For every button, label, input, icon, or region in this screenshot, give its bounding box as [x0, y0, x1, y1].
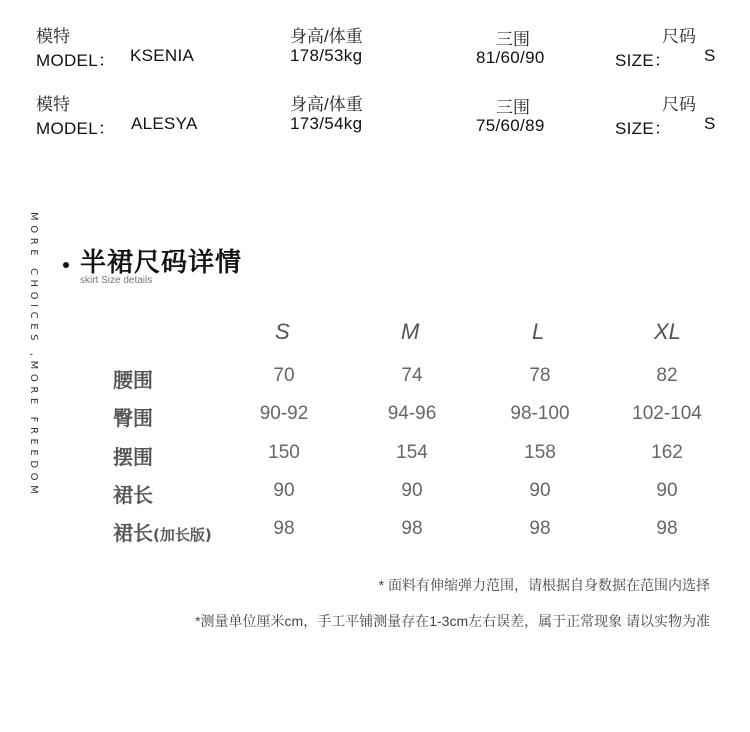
section-subtitle: skirt Size details [80, 275, 153, 286]
size-value: S [704, 46, 716, 65]
bullet-dot-icon [63, 262, 69, 268]
row-label: 臀围 [113, 406, 153, 430]
model-label-en: MODEL： [36, 51, 116, 70]
model-name: ALESYA [131, 114, 198, 133]
section-title: 半裙尺码详情 [80, 248, 243, 278]
model-label-en: MODEL： [36, 119, 116, 138]
size-header: M [401, 319, 420, 344]
measurements-value: 81/60/90 [476, 48, 545, 67]
size-key: SIZE： [615, 51, 672, 70]
table-cell: 98 [401, 518, 423, 539]
stretch-note: * 面料有伸缩弹力范围，请根据自身数据在范围内选择 [378, 577, 710, 593]
size-key: SIZE： [615, 119, 672, 138]
height-weight-value: 178/53kg [290, 46, 363, 65]
table-cell: 102-104 [632, 403, 702, 424]
table-cell: 98 [273, 518, 295, 539]
table-cell: 90 [401, 480, 423, 501]
row-label: 腰围 [113, 368, 153, 392]
model-label-cn: 模特 [36, 27, 70, 46]
measurements-value: 75/60/89 [476, 116, 545, 135]
table-cell: 90-92 [259, 403, 309, 424]
table-cell: 90 [656, 480, 678, 501]
height-weight-label: 身高/体重 [290, 95, 363, 114]
measurements-label: 三围 [496, 98, 530, 117]
size-header: L [532, 319, 545, 344]
size-label-cn: 尺码 [662, 27, 696, 46]
side-slogan: MORE CHOICES ,MORE FREEDOM [28, 212, 39, 499]
height-weight-value: 173/54kg [290, 114, 363, 133]
measurements-label: 三围 [496, 30, 530, 49]
measurement-note: *测量单位厘米cm，手工平铺测量存在1-3cm左右误差，属于正常现象 请以实物为准 [195, 613, 710, 629]
model-label-cn: 模特 [36, 95, 70, 114]
table-cell: 94-96 [387, 403, 437, 424]
table-cell: 154 [396, 442, 428, 463]
table-cell: 98-100 [510, 403, 570, 424]
size-header: XL [654, 319, 681, 344]
table-cell: 98 [656, 518, 678, 539]
table-cell: 90 [529, 480, 551, 501]
table-cell: 82 [656, 365, 678, 386]
size-header: S [275, 319, 290, 344]
height-weight-label: 身高/体重 [290, 27, 363, 46]
table-cell: 162 [651, 442, 683, 463]
table-cell: 158 [524, 442, 556, 463]
row-label: 摆围 [113, 445, 153, 469]
table-cell: 98 [529, 518, 551, 539]
table-cell: 150 [268, 442, 300, 463]
table-cell: 70 [273, 365, 295, 386]
table-cell: 78 [529, 365, 551, 386]
size-label-cn: 尺码 [662, 95, 696, 114]
row-label: 裙长 [113, 483, 153, 507]
row-label: 裙长(加长版) [113, 521, 212, 545]
model-name: KSENIA [130, 46, 195, 65]
size-value: S [704, 114, 716, 133]
table-cell: 74 [401, 365, 423, 386]
table-cell: 90 [273, 480, 295, 501]
